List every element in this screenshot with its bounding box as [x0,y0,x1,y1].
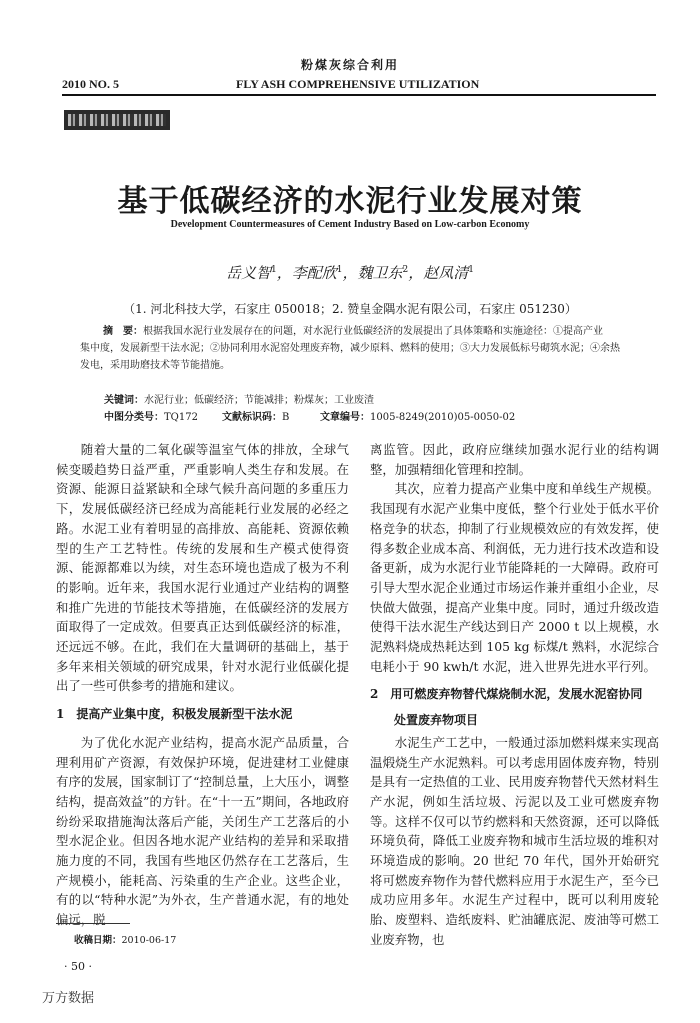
author-separator: ， [276,264,292,282]
footnote-rule [56,923,130,924]
abstract-line: 发电，采用助磨技术等节能措施。 [80,360,230,371]
author-name: 魏卫东 [357,264,403,282]
received-date [74,932,176,946]
author-separator: ， [408,264,424,282]
article-no-label: 文章编号： [320,412,370,423]
watermark-text: 万方数据 [42,991,95,1006]
paragraph: 水泥生产工艺中，一般通过添加燃料煤来实现高温煅烧生产水泥熟料。可以考虑用固体废弃物，特别是具有一定热值的工业、民用废弃物替代天然材料生产水泥，例如生活垃圾、污泥以及工业可燃废弃物等。这样不仅可以节约燃料和天然资源，还可以降低环境负荷，降低工业废弃物和城市生活垃圾的堆积对环境造成的影响。20 世纪 70 年代，国外开始研究将可燃废弃物作为替代燃料应用于水泥生产，至今已成功应用多年。水泥生产过程中，既可以利用废轮胎、废塑料、造纸废料、贮油罐底泥、废油等可燃工业废弃物，也 [370,734,659,947]
abstract-label: 摘 要： [103,326,143,337]
journal-name-cn: 粉煤灰综合利用 [300,58,399,72]
clc-code: TQ172 [164,412,198,423]
author-affiliation-mark: 1 [468,265,475,275]
paragraph: 随着大量的二氧化碳等温室气体的排放，全球气候变暖趋势日益严重，严重影响人类生存和发展。在资源、能源日益紧缺和全球气候升高问题的多重压力下，发展低碳经济已经成为高能耗行业发展的必经之路。水泥工业有着明显的高排放、高能耗、资源依赖型的生产工艺特性。传统的发展和生产模式使得资源、能源都难以为续，对生态环境也造成了极为不利的影响。近年来，我国水泥行业通过产业结构的调整和推广先进的节能技术等措施，在低碳经济的发展方面取得了一定成效。但要真正达到低碳经济的标准，还远远不够。在此，我们在大量调研的基础上，基于多年来相关领域的研究成果，针对水泥行业低碳化提出了一些可供参考的措施和建议。 [56,442,349,694]
abstract [80,323,655,374]
doc-code: B [282,412,290,423]
section-heading: 1 提高产业集中度，积极发展新型干法水泥 [56,707,293,722]
author-affiliation-mark: 1 [336,265,343,275]
paragraph: 其次，应着力提高产业集中度和单线生产规模。我国现有水泥产业集中度低，整个行业处于低水平价格竞争的状态，抑制了行业规模效应的有效发挥，使得多数企业成本高、利润低，无力进行技术改造和设备更新，成为水泥行业节能降耗的一大障碍。政府可引导大型水泥企业通过市场运作兼并重组小企业，尽快做大做强，提高产业集中度。同时，通过升级改造使得干法水泥生产线达到日产 2000 t 以上规模，水泥熟料烧成热耗达到 105 kg 标煤/t 熟料，水泥综合电耗小于 90 kwh/t 水泥，进入世界先进水平行列。 [370,481,659,674]
paragraph: 为了优化水泥产业结构，提高水泥产品质量，合理利用矿产资源，有效保护环境，促进建材工业健康有序的发展，国家制订了“控制总量，上大压小，调整结构，提高效益”的方针。在“十一五”期间，各地政府纷纷采取措施淘汰落后产能，关闭生产工艺落后的小型水泥企业。但因各地水泥产业结构的差异和采取措施力度的不同，我国有些地区仍然存在工艺落后，生产规模小，能耗高、污染重的生产企业。这些企业，有的以“特种水泥”为外衣，生产普通水泥，有的地处偏远，脱 [56,734,349,928]
author-affiliation-mark: 2 [402,265,409,275]
section-heading: 2 用可燃废弃物替代煤烧制水泥，发展水泥窑协同 [370,687,643,702]
affiliations: （1. 河北科技大学，石家庄 050018；2. 赞皇金隅水泥有限公司，石家庄 051230） [123,302,577,316]
page-number: · 50 · [64,960,92,973]
issue-number: 2010 NO. 5 [62,77,119,91]
article-title-en: Development Countermeasures of Cement Industry Based on Low-carbon Economy [170,219,530,230]
author-name: 岳义智 [225,264,271,282]
keywords [104,391,374,406]
section-heading-continued: 处置废弃物项目 [394,713,479,728]
doc-code-label: 文献标识码： [222,412,282,423]
article-no: 1005-8249(2010)05-0050-02 [370,412,516,423]
abstract-line: 根据我国水泥行业发展存在的问题，对水泥行业低碳经济的发展提出了具体策略和实施途径：①提高产业 [143,326,603,337]
journal-name-en: FLY ASH COMPREHENSIVE UTILIZATION [236,77,480,91]
header-rule [62,94,656,96]
keywords-label: 关键词： [104,395,144,406]
received-date-label: 收稿日期： [74,935,122,946]
author-affiliation-mark: 1 [270,265,277,275]
author-name: 李配欣 [291,264,337,282]
column-badge-image [64,110,170,130]
received-date-value: 2010-06-17 [121,935,177,946]
abstract-line: 集中度，发展新型干法水泥；②协同利用水泥窑处理废弃物，减少原料、燃料的使用；③大力发展低标号砌筑水泥；④余热 [80,343,620,354]
body-column-right [370,440,659,950]
article-title-cn: 基于低碳经济的水泥行业发展对策 [117,184,583,219]
author-name: 赵凤清 [423,264,469,282]
paragraph: 离监管。因此，政府应继续加强水泥行业的结构调整，加强精细化管理和控制。 [370,442,659,477]
keywords-text: 水泥行业；低碳经济；节能减排；粉煤灰；工业废渣 [144,395,374,406]
author-list [0,262,700,283]
body-column-left [56,440,349,930]
clc-label: 中图分类号： [104,412,164,423]
author-separator: ， [342,264,358,282]
